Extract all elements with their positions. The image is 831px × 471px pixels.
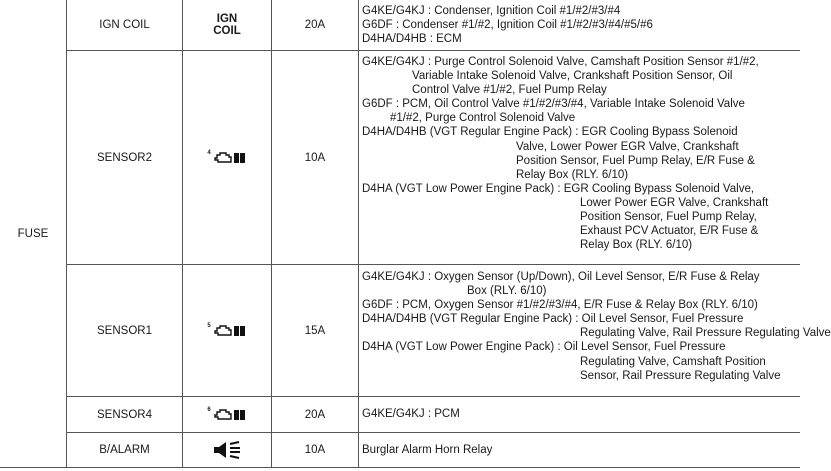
desc-line: Control Valve #1/#2, Fuel Pump Relay [412, 84, 607, 97]
fuse-name: SENSOR2 [97, 151, 152, 164]
desc-line: Relay Box (RLY. 6/10) [516, 168, 629, 181]
desc-line: G6DF : PCM, Oxygen Sensor #1/#2/#3/#4, E/R Fuse & Relay Box (RLY. 6/10) [362, 299, 758, 312]
engine-manual-icon [183, 51, 271, 264]
fuse-name: IGN COIL [99, 19, 150, 31]
desc-line: Relay Box (RLY. 6/10) [580, 239, 693, 252]
desc-line: G4KE/G4KJ : Oxygen Sensor (Up/Down), Oil Level Sensor, E/R Fuse & Relay [362, 271, 760, 283]
col-divider [358, 0, 359, 468]
ign-coil-symbol [183, 0, 271, 50]
desc-line: Position Sensor, Fuel Pump Relay, [580, 211, 757, 224]
fuse-description [362, 407, 460, 421]
fuse-rating: 20A [304, 19, 326, 31]
desc-line: Box (RLY. 6/10) [467, 285, 547, 298]
desc-line: Variable Intake Solenoid Valve, Crankshaft Position Sensor, Oil [412, 70, 733, 83]
symbol-number: 5 [207, 322, 211, 329]
desc-line: Burglar Alarm Horn Relay [362, 444, 493, 456]
fuse-rating: 15A [304, 324, 326, 337]
engine-manual-icon [183, 397, 271, 432]
desc-line: G6DF : Condenser #1/#2, Ignition Coil #1/#2/#3/#4/#5/#6 [362, 19, 653, 32]
desc-line: D4HA/D4HB : ECM [362, 33, 462, 46]
horn-icon [183, 433, 271, 467]
row-divider [0, 467, 800, 468]
symbol-number: 6 [207, 406, 211, 413]
desc-line: D4HA/D4HB (VGT Regular Engine Pack) : Oil Level Sensor, Fuel Pressure [362, 313, 744, 326]
desc-line: G4KE/G4KJ : Condenser, Ignition Coil #1/#2/#3/#4 [362, 5, 621, 17]
desc-line: #1/#2, Purge Control Solenoid Valve [390, 112, 576, 125]
desc-line: Valve, Lower Power EGR Valve, Crankshaft [516, 140, 739, 153]
desc-line: Lower Power EGR Valve, Crankshaft [580, 196, 769, 209]
desc-line: G6DF : PCM, Oil Control Valve #1/#2/#3/#4, Variable Intake Solenoid Valve [362, 98, 745, 111]
desc-line: Regulating Valve, Rail Pressure Regulating Valve [580, 327, 831, 340]
fuse-description [362, 55, 768, 252]
desc-line: G4KE/G4KJ : PCM [362, 408, 460, 420]
symbol-line: IGN [216, 13, 238, 25]
fuse-description [362, 4, 653, 46]
fuse-rating: 20A [304, 408, 326, 421]
desc-line: G4KE/G4KJ : Purge Control Solenoid Valve, Camshaft Position Sensor #1/#2, [362, 56, 759, 68]
desc-line: Sensor, Rail Pressure Regulating Valve [580, 369, 781, 382]
engine-manual-icon [183, 265, 271, 396]
group-label: FUSE [17, 227, 49, 240]
desc-line: D4HA (VGT Low Power Engine Pack) : Oil Level Sensor, Fuel Pressure [362, 341, 726, 354]
desc-line: D4HA/D4HB (VGT Regular Engine Pack) : EGR Cooling Bypass Solenoid [362, 126, 738, 139]
fuse-name: SENSOR1 [97, 324, 152, 337]
fuse-name: B/ALARM [99, 444, 150, 456]
desc-line: Exhaust PCV Actuator, E/R Fuse & [580, 225, 759, 238]
desc-line: Regulating Valve, Camshaft Position [580, 355, 766, 368]
fuse-description [362, 270, 831, 383]
symbol-number: 4 [207, 149, 211, 156]
fuse-rating: 10A [304, 151, 326, 164]
fuse-name: SENSOR4 [97, 408, 152, 421]
desc-line: Position Sensor, Fuel Pump Relay, E/R Fuse & [516, 154, 755, 167]
symbol-line: COIL [213, 25, 241, 37]
desc-line: D4HA (VGT Low Power Engine Pack) : EGR Cooling Bypass Solenoid Valve, [362, 182, 755, 195]
fuse-description [362, 443, 492, 457]
fuse-rating: 10A [304, 444, 326, 456]
